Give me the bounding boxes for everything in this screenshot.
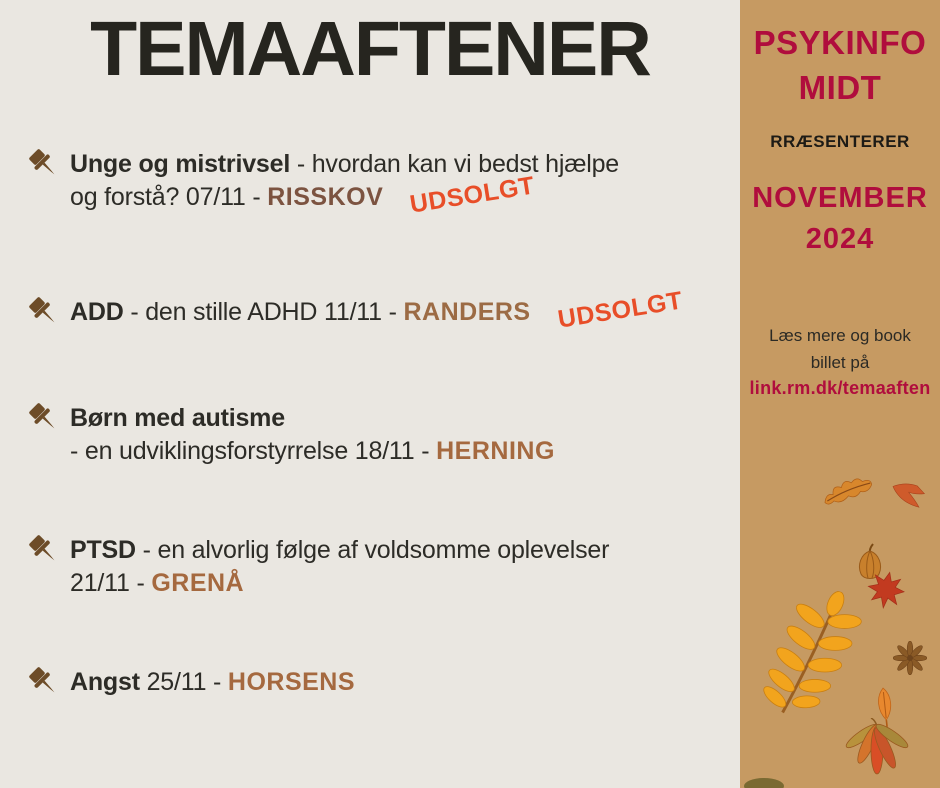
event-description: - den stille ADHD 11/11 -: [123, 298, 404, 326]
brand-line2: MIDT: [798, 69, 882, 106]
event-city: RANDERS: [403, 298, 531, 326]
sidebar: [740, 0, 940, 788]
oak-leaf-icon: [815, 461, 883, 521]
event-item-ptsd: [26, 534, 609, 600]
cta-line1: Læs mere og book: [769, 326, 911, 345]
event-item-born-med-autisme: [26, 402, 555, 468]
event-item-unge-og-mistrivsel: [26, 148, 619, 219]
cta-text: [740, 322, 940, 376]
event-title: Børn med autisme: [70, 404, 285, 432]
event-description: - en alvorlig følge af voldsomme oplevelser: [135, 536, 610, 564]
page-title: TEMAAFTENER: [90, 6, 650, 92]
event-city: HERNING: [436, 437, 555, 465]
event-city: HORSENS: [227, 668, 356, 696]
pushpin-icon: [26, 294, 62, 330]
event-title: Unge og mistrivsel: [70, 150, 291, 178]
event-date-text: - en udviklingsforstyrrelse 18/11 -: [70, 437, 437, 465]
pushpin-icon: [26, 664, 62, 700]
rowan-leaf-icon: [755, 578, 881, 736]
star-anise-icon: [893, 641, 927, 675]
event-description: 25/11 -: [139, 668, 228, 696]
event-title: ADD: [70, 298, 124, 326]
red-leaf-icon: [889, 480, 928, 514]
pushpin-icon: [26, 400, 62, 436]
month-line: NOVEMBER: [752, 182, 928, 214]
event-item-add: [26, 286, 685, 334]
cta-line2: billet på: [810, 353, 870, 372]
creeper-leaf-icon: [835, 718, 919, 788]
year-line: 2024: [805, 223, 875, 255]
event-item-angst: [26, 666, 355, 700]
soldout-badge: UDSOLGT: [408, 171, 537, 219]
pushpin-icon: [26, 146, 62, 182]
event-title: Angst: [70, 668, 140, 696]
event-city: GRENÅ: [151, 569, 245, 597]
event-title: PTSD: [70, 536, 136, 564]
brand-name: [740, 20, 940, 110]
booking-link-text: link.rm.dk/temaaften: [749, 378, 931, 398]
event-city: RISSKOV: [267, 183, 384, 211]
pushpin-icon: [26, 532, 62, 568]
event-date-text: 21/11 -: [70, 569, 152, 597]
event-date-text: og forstå? 07/11 -: [70, 183, 268, 211]
brand-line1: PSYKINFO: [753, 24, 927, 61]
presents-label: RRÆSENTERER: [770, 132, 910, 151]
month-label: [740, 178, 940, 260]
leaf-edge-icon: [742, 774, 786, 788]
event-description: - hvordan kan vi bedst hjælpe: [290, 150, 619, 178]
soldout-badge: UDSOLGT: [555, 286, 685, 334]
